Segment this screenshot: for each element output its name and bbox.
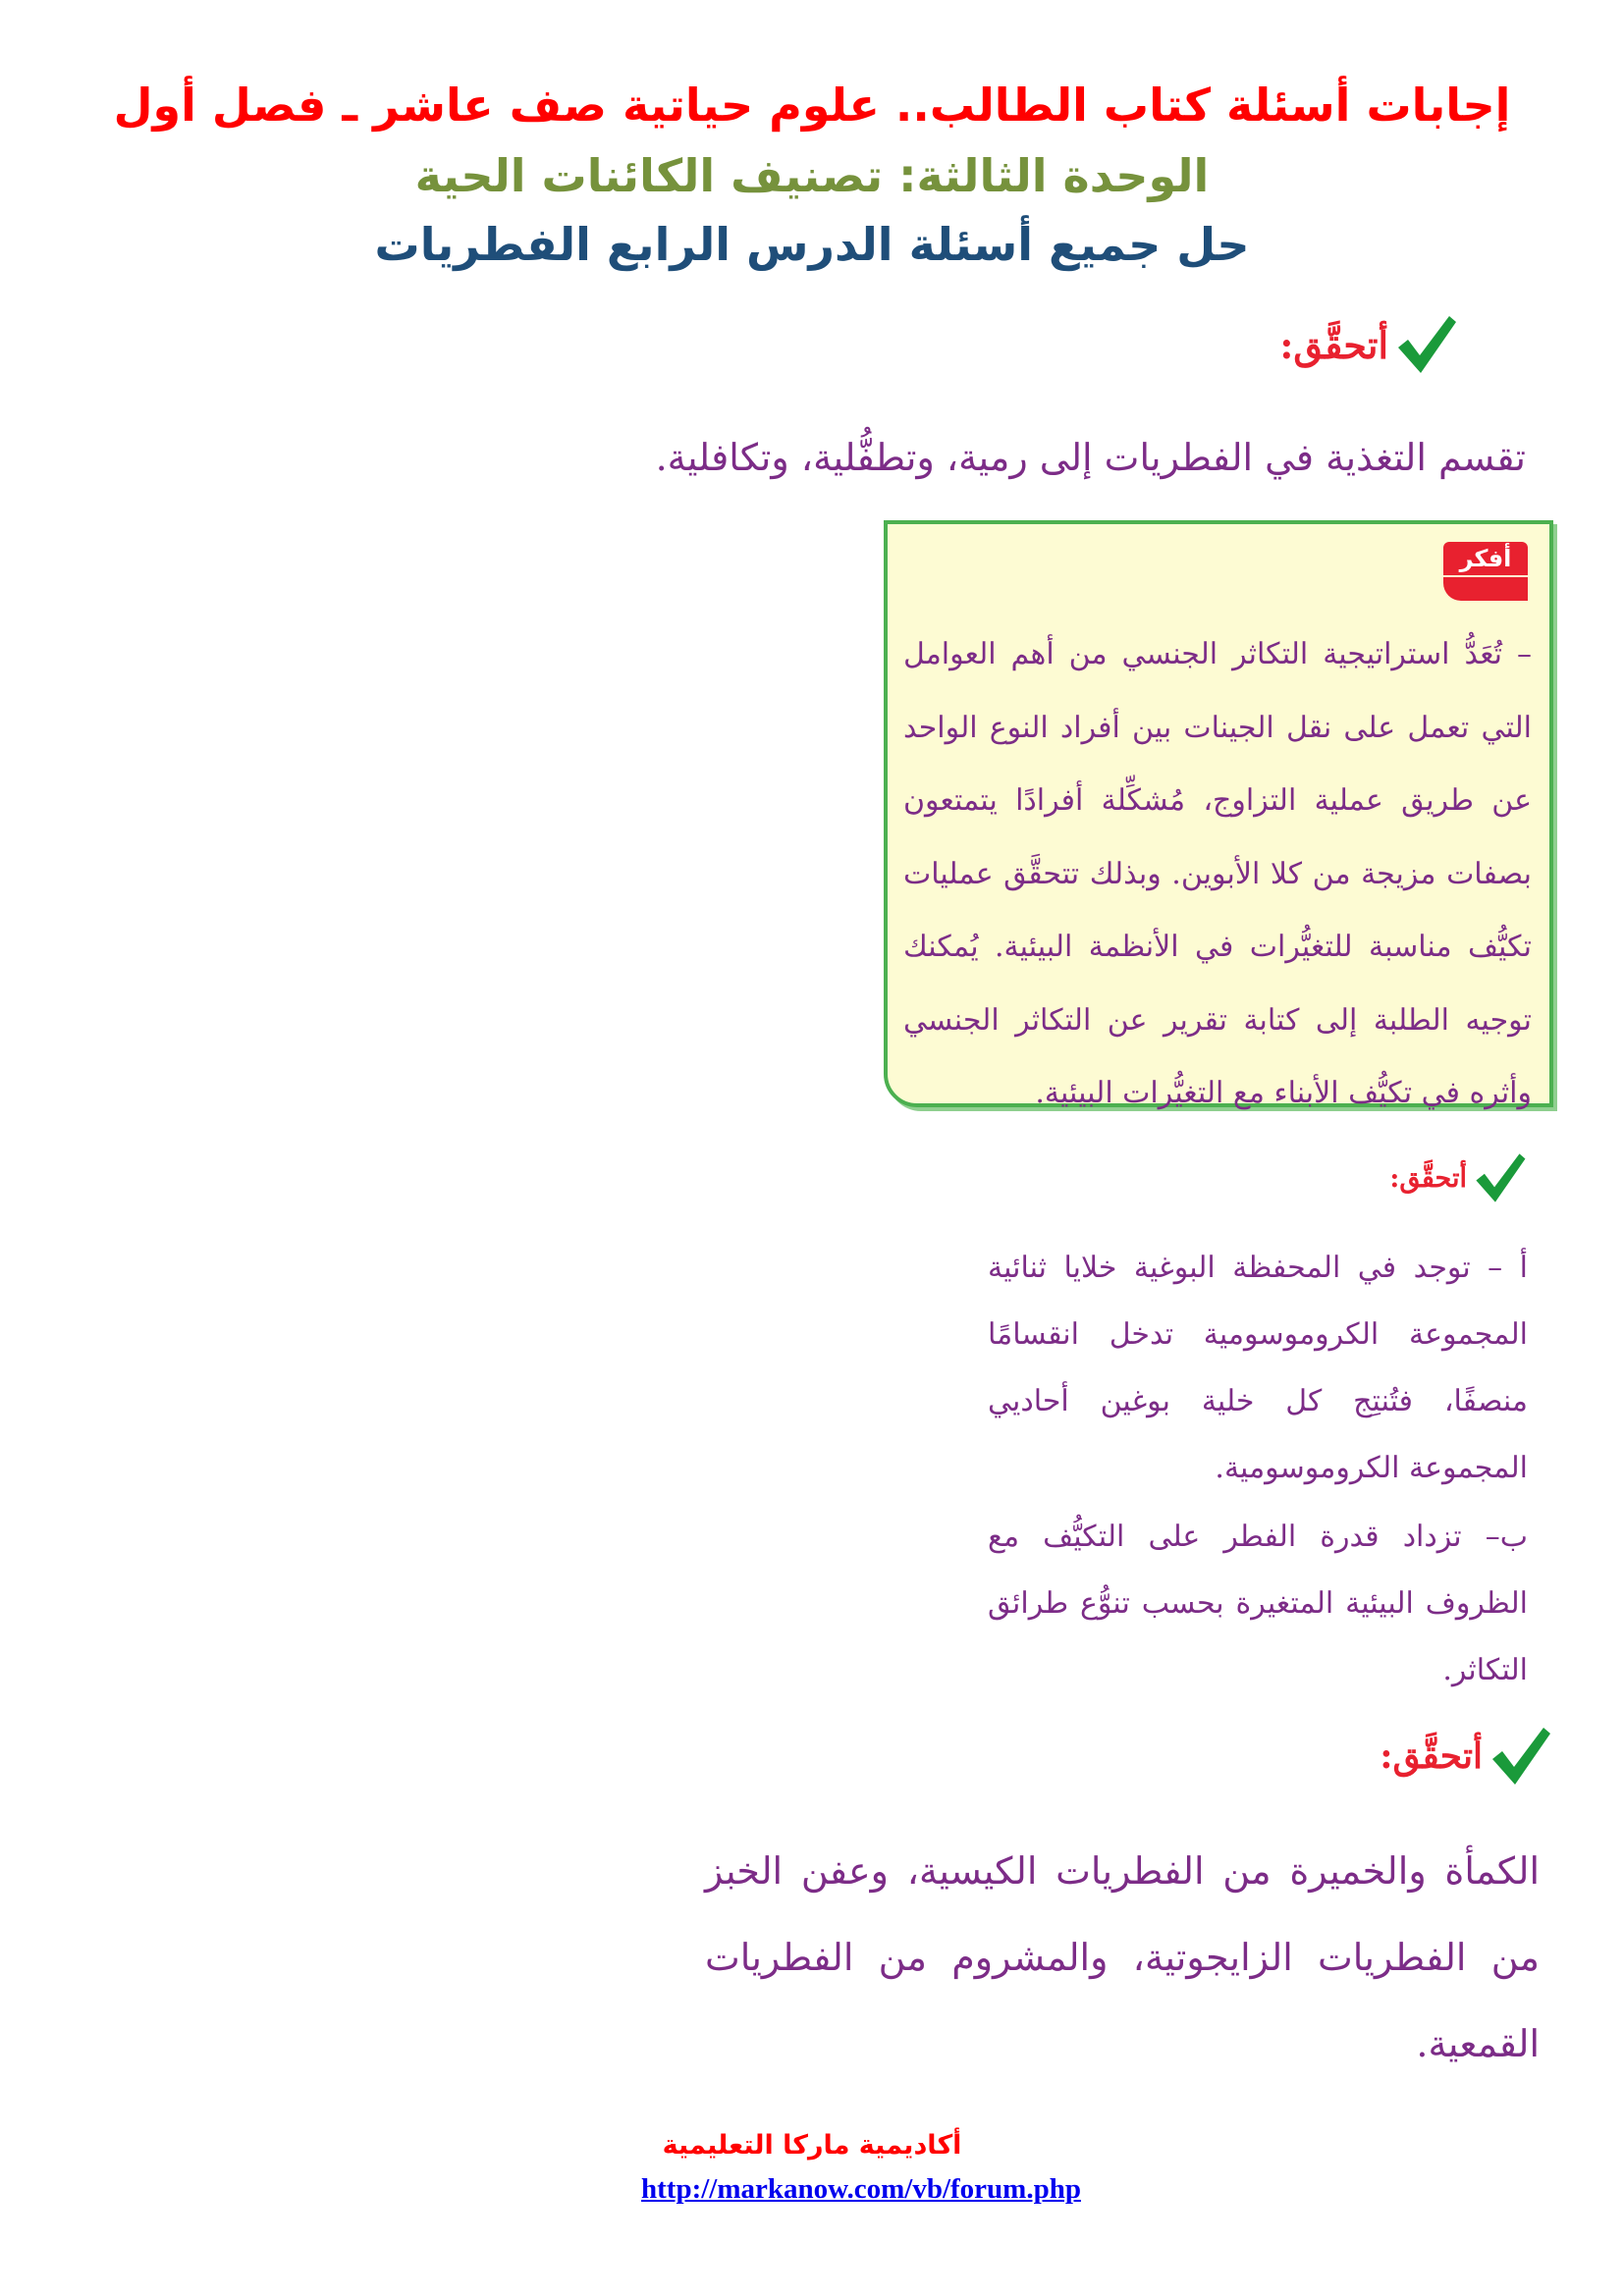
section1-heading-label: أتحقَّق: bbox=[1279, 322, 1388, 367]
footer-link[interactable]: http://markanow.com/vb/forum.php bbox=[641, 2173, 1081, 2205]
footer-academy-name: أكاديمية ماركا التعليمية bbox=[662, 2130, 962, 2161]
section2-heading bbox=[1389, 1150, 1528, 1205]
section2-answer-a: أ – توجد في المحفظة البوغية خلايا ثنائية المجموعة الكروموسومية تدخل انقسامًا منصفًا، فتُنتِج كل خلية بوغين أحاديي المجموعة الكروموسومية. bbox=[988, 1251, 1528, 1485]
lesson-title: حل جميع أسئلة الدرس الرابع الفطريات bbox=[374, 218, 1250, 271]
checkmark-icon bbox=[1394, 312, 1459, 377]
page-title: إجابات أسئلة كتاب الطالب.. علوم حياتية صف عاشر ـ فصل أول bbox=[113, 79, 1511, 132]
section3-answer: الكمأة والخميرة من الفطريات الكيسية، وعفن الخبز من الفطريات الزايجوتية، والمشروم من الفطريات القمعية. bbox=[705, 1849, 1540, 2065]
think-tag bbox=[1443, 542, 1528, 603]
think-box bbox=[884, 520, 1553, 1110]
think-tag-label: أفكر bbox=[1443, 542, 1528, 575]
section2-heading-label: أتحقَّق: bbox=[1389, 1162, 1467, 1194]
unit-title: الوحدة الثالثة: تصنيف الكائنات الحية bbox=[414, 149, 1210, 202]
section3-heading-label: أتحقَّق: bbox=[1380, 1735, 1483, 1777]
section2-answer-b: ب– تزداد قدرة الفطر على التكيُّف مع الظروف البيئية المتغيرة بحسب تنوُّع طرائق التكاثر. bbox=[988, 1520, 1528, 1687]
section3-heading bbox=[1380, 1724, 1553, 1789]
think-box-text: – تُعَدُّ استراتيجية التكاثر الجنسي من أهم العوامل التي تعمل على نقل الجينات بين أفراد النوع الواحد عن طريق عملية التزاوج، مُشكِّلة أفرادًا يتمتعون بصفات مزيجة من كلا الأبوين. وبذلك تتحقَّق عمليات تكيُّف مناسبة للتغيُّرات في الأنظمة البيئية. يُمكنك توجيه الطلبة إلى كتابة تقرير عن التكاثر الجنسي وأثره في تكيُّف الأبناء مع التغيُّرات البيئية. bbox=[903, 637, 1532, 1110]
checkmark-icon bbox=[1489, 1724, 1553, 1789]
checkmark-icon bbox=[1473, 1150, 1528, 1205]
section1-answer: تقسم التغذية في الفطريات إلى رمية، وتطفُّلية، وتكافلية. bbox=[655, 436, 1526, 479]
section1-heading bbox=[1279, 312, 1459, 377]
